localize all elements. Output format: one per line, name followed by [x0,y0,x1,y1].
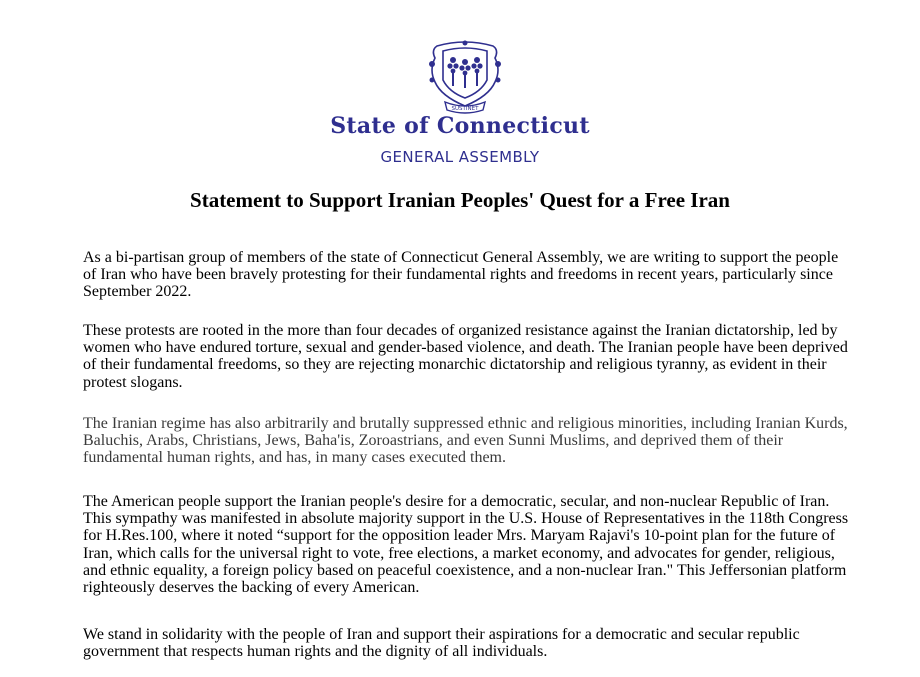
statement-title: Statement to Support Iranian Peoples' Quest for a Free Iran [190,188,730,212]
state-name: State of Connecticut [330,113,590,139]
seal-ribbon-text: SUSTINET [451,106,479,112]
paragraph-4: The American people support the Iranian people's desire for a democratic, secular, and non-nuclear Republic of Iran. This sympathy was manifested in absolute majority support in the U.S. House of Representatives in the 118th Congress for H.Res.100, where it noted “support for the opposition leader Mrs. Maryam Rajavi's 10-point plan for the future of Iran, which calls for the universal right to vote, free elections, a market economy, and advocates for gender, religious, and ethnic equality, a foreign policy based on peaceful coexistence, and a non-nuclear Iran." This Jeffersonian platform righteously deserves the backing of every American. [83,493,849,597]
connecticut-seal-icon [423,40,507,116]
paragraph-3: The Iranian regime has also arbitrarily and brutally suppressed ethnic and religious minorities, including Iranian Kurds, Baluchis, Arabs, Christians, Jews, Baha'is, Zoroastrians, and even Sunni Muslims, and deprived them of their fundamental human rights, and has, in many cases executed them. [83,415,848,467]
paragraph-5: We stand in solidarity with the people of Iran and support their aspirations for a democratic and secular republic government that respects human rights and the dignity of all individuals. [83,626,800,661]
paragraph-2: These protests are rooted in the more than four decades of organized resistance against the Iranian dictatorship, led by women who have endured torture, sexual and gender-based violence, and death. The Iranian people have been deprived of their fundamental freedoms, so they are rejecting monarchic dictatorship and religious tyranny, as evident in their protest slogans. [83,322,848,391]
paragraph-1: As a bi-partisan group of members of the state of Connecticut General Assembly, we are writing to support the people of Iran who have been bravely protesting for their fundamental rights and freedoms in recent years, particularly since September 2022. [83,249,839,301]
general-assembly-label: GENERAL ASSEMBLY [380,148,540,166]
